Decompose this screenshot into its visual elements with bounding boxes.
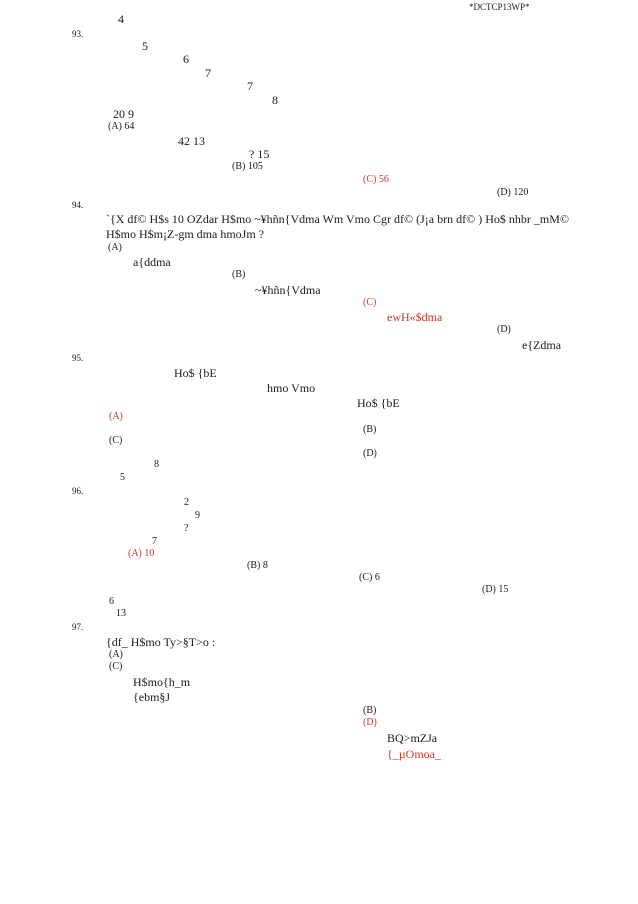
q95-option-c: (C): [109, 435, 123, 446]
q95-option-d: (D): [363, 448, 377, 459]
page-code: *DCTCP13WP*: [469, 2, 530, 12]
q95-option-a: (A): [109, 411, 123, 422]
q97-question: {df_ H$mo Ty>§T>o :: [106, 635, 216, 649]
q93-option-a: (A) 64: [108, 121, 135, 132]
q94-answer-d: e{Zdma: [522, 338, 562, 352]
q95-value-8: 8: [154, 459, 159, 470]
q93-option-d: (D) 120: [497, 187, 529, 198]
q93-number: 93.: [72, 29, 84, 39]
q94-question-line-1: `{X df© H$s 10 OZdar H$mo ~¥hñn{Vdma Wm Vmo Cgr df© (J¡a brn df© ) Ho$ nhbr _mM©: [106, 212, 569, 226]
q96-value-6: 6: [109, 596, 114, 607]
q94-option-b: (B): [232, 269, 246, 280]
q97-option-a: (A): [109, 649, 123, 660]
q97-option-c: (C): [109, 661, 123, 672]
q96-unknown: ?: [184, 523, 189, 534]
q93-option-c: (C) 56: [363, 174, 389, 185]
q97-answer-c-line-2: {ebm§J: [133, 690, 171, 704]
q94-answer-a: a{ddma: [133, 255, 171, 269]
q93-figure-value: 6: [183, 52, 189, 66]
q97-answer-d-line-1: BQ>mZJa: [387, 731, 438, 745]
q93-figure-value: 7: [205, 66, 211, 80]
q96-option-c: (C) 6: [359, 572, 380, 583]
q97-answer-d-line-2: {_µOmoa_: [387, 747, 441, 761]
q96-option-a: (A) 10: [128, 548, 155, 559]
q95-value-5: 5: [120, 472, 125, 483]
q97-number: 97.: [72, 622, 84, 632]
q94-option-d: (D): [497, 324, 511, 335]
q96-option-d: (D) 15: [482, 584, 509, 595]
q96-value-9: 9: [195, 510, 200, 521]
q94-answer-b: ~¥hñn{Vdma: [255, 283, 321, 297]
q96-value-2: 2: [184, 497, 189, 508]
q95-question-line-1: Ho$ {bE: [174, 366, 217, 380]
q96-option-b: (B) 8: [247, 560, 268, 571]
q93-pre-number: 4: [118, 12, 124, 26]
q94-answer-c: ewH«$dma: [387, 310, 443, 324]
q94-number: 94.: [72, 200, 84, 210]
q93-option-b: (B) 105: [232, 161, 263, 172]
q97-answer-c-line-1: H$mo{h_m: [133, 675, 191, 689]
q93-row-1: 20 9: [113, 107, 134, 121]
q95-number: 95.: [72, 353, 84, 363]
q93-figure-value: 7: [247, 79, 253, 93]
q97-option-b: (B): [363, 705, 377, 716]
q95-option-b: (B): [363, 424, 377, 435]
q93-row-2: 42 13: [178, 134, 205, 148]
q93-figure-value: 8: [272, 93, 278, 107]
q94-option-a: (A): [108, 242, 122, 253]
q95-question-line-2: hmo Vmo: [267, 381, 316, 395]
q96-number: 96.: [72, 486, 84, 496]
q93-figure-value: 5: [142, 39, 148, 53]
q97-option-d: (D): [363, 717, 377, 728]
q93-row-3: ? 15: [249, 147, 270, 161]
q94-question-line-2: H$mo H$m¡Z-gm dma hmoJm ?: [106, 227, 264, 241]
q95-question-line-3: Ho$ {bE: [357, 396, 400, 410]
q94-option-c: (C): [363, 297, 377, 308]
q96-value-13: 13: [116, 608, 126, 619]
q96-value-7: 7: [152, 536, 157, 547]
